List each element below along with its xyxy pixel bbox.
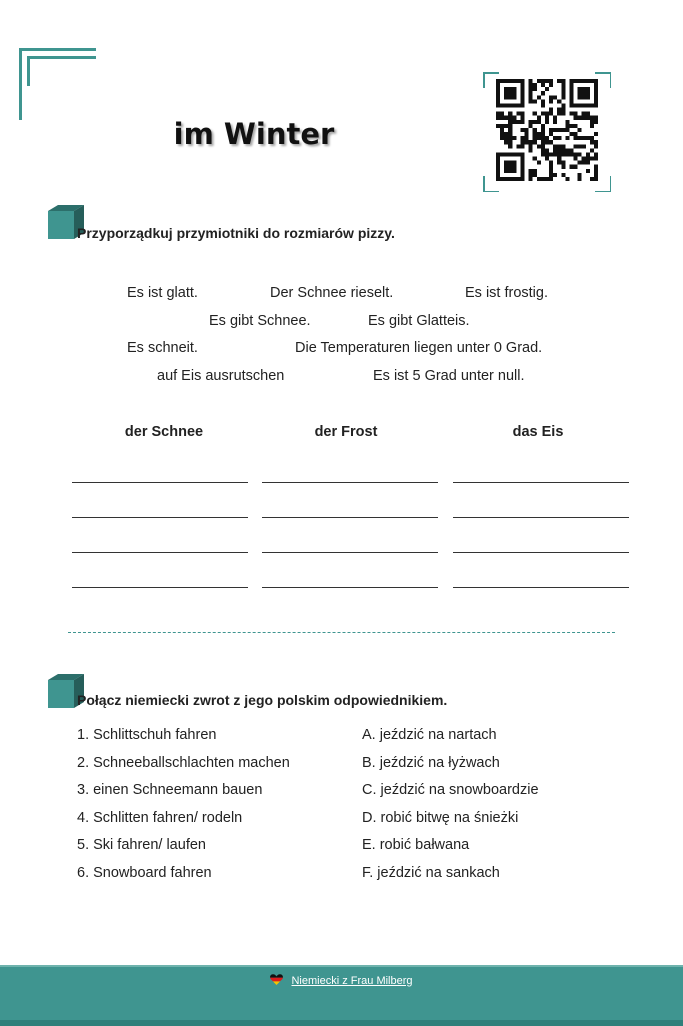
answer-line[interactable] [72, 482, 248, 483]
section-divider [68, 632, 615, 633]
word-card: Es schneit. [127, 340, 198, 356]
column-heading-eis: das Eis [512, 424, 564, 440]
footer-link[interactable]: Niemiecki z Frau Milberg [291, 975, 413, 987]
corner-decoration-inner-left [27, 56, 30, 86]
word-card: Der Schnee rieselt. [270, 285, 394, 301]
answer-line[interactable] [262, 587, 438, 588]
polish-phrase: F. jeździć na sankach [362, 865, 500, 881]
german-phrase: 3. einen Schneemann bauen [77, 782, 263, 798]
polish-phrase: A. jeździć na nartach [362, 727, 497, 743]
corner-decoration-left [19, 48, 22, 120]
german-phrase: 4. Schlitten fahren/ rodeln [77, 810, 243, 826]
page-title: im Winter [173, 117, 335, 151]
footer-bottom-band [0, 1020, 683, 1026]
german-phrase: 6. Snowboard fahren [77, 865, 212, 881]
german-phrase: 2. Schneeballschlachten machen [77, 755, 290, 771]
answer-line[interactable] [453, 552, 629, 553]
footer [0, 965, 683, 1026]
polish-phrase: C. jeździć na snowboardzie [362, 782, 539, 798]
answer-line[interactable] [72, 517, 248, 518]
word-card: Es gibt Glatteis. [368, 313, 470, 329]
answer-line[interactable] [453, 482, 629, 483]
column-heading-schnee: der Schnee [124, 424, 204, 440]
word-card: Es gibt Schnee. [209, 313, 311, 329]
word-card: auf Eis ausrutschen [157, 368, 285, 384]
qr-code [496, 79, 598, 181]
answer-line[interactable] [262, 517, 438, 518]
corner-decoration-inner-top [27, 56, 96, 59]
word-card: Es ist frostig. [465, 285, 548, 301]
german-phrase: 5. Ski fahren/ laufen [77, 837, 206, 853]
corner-decoration-top [19, 48, 96, 51]
word-card: Es ist glatt. [127, 285, 198, 301]
polish-phrase: D. robić bitwę na śnieżki [362, 810, 519, 826]
answer-line[interactable] [72, 587, 248, 588]
word-card: Die Temperaturen liegen unter 0 Grad. [295, 340, 543, 356]
word-card: Es ist 5 Grad unter null. [373, 368, 525, 384]
footer-content [0, 974, 683, 987]
answer-line[interactable] [72, 552, 248, 553]
answer-line[interactable] [262, 482, 438, 483]
answer-line[interactable] [453, 517, 629, 518]
section1-instruction: Przyporządkuj przymiotniki do rozmiarów pizzy. [77, 225, 395, 241]
section2-instruction: Połącz niemiecki zwrot z jego polskim odpowiednikiem. [77, 692, 448, 708]
answer-line[interactable] [453, 587, 629, 588]
column-heading-frost: der Frost [314, 424, 378, 440]
answer-line[interactable] [262, 552, 438, 553]
german-phrase: 1. Schlittschuh fahren [77, 727, 217, 743]
polish-phrase: E. robić bałwana [362, 837, 470, 853]
polish-phrase: B. jeździć na łyżwach [362, 755, 500, 771]
germany-heart-flag-icon [270, 974, 283, 985]
